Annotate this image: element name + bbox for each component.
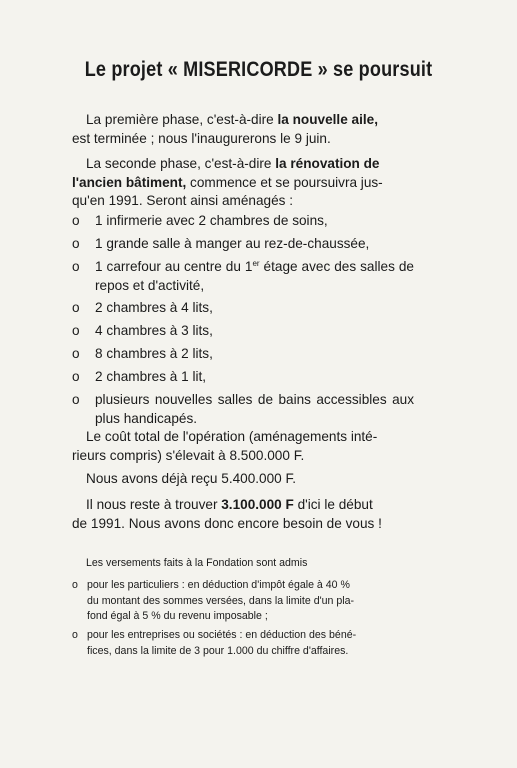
list-item-text — [95, 258, 414, 295]
bullet-mark: o — [72, 323, 80, 338]
list-item-text: 4 chambres à 3 lits, — [95, 323, 213, 338]
para1-bold: la nouvelle aile, — [277, 112, 378, 127]
note-intro — [72, 556, 414, 572]
note-item — [72, 628, 414, 660]
para5-bold-amount: 3.100.000 F — [221, 497, 294, 512]
bullet-mark: o — [72, 392, 80, 407]
bullet-mark: o — [72, 346, 80, 361]
note-line: du montant des sommes versées, dans la limite d'un pla- — [87, 594, 354, 607]
para2-text-d: qu'en 1991. Seront ainsi aménagés : — [72, 193, 294, 209]
para5-text-a: Il nous reste à trouver — [86, 497, 222, 512]
para5-text-d: de 1991. Nous avons donc encore besoin de vous ! — [72, 515, 382, 531]
note-line: fond égal à 5 % du revenu imposable ; — [87, 610, 268, 623]
note-intro-text: Les versements faits à la Fondation sont admis — [86, 557, 308, 569]
para2-bold-1: la rénovation de — [275, 156, 380, 171]
list-item-text-rest: étage avec des salles de repos et d'activité, — [95, 259, 414, 293]
para4-text: Nous avons déjà reçu 5.400.000 F. — [86, 471, 297, 486]
bullet-mark: o — [72, 300, 80, 315]
bullet-mark: o — [72, 259, 80, 274]
paragraph-second-phase — [72, 155, 414, 211]
list-item-text: 1 infirmerie avec 2 chambres de soins, — [95, 213, 328, 228]
list-item-text: plusieurs nouvelles salles de bains accessibles aux plus handicapés. — [95, 392, 414, 426]
para3-line-1: Le coût total de l'opération (aménagements inté- — [86, 429, 378, 444]
page-title: Le projet « MISERICORDE » se poursuit — [84, 58, 433, 81]
para2-text-c: commence et se poursuivra jus- — [186, 174, 383, 190]
list-item-text: 8 chambres à 2 lits, — [95, 346, 213, 361]
bullet-mark: o — [72, 369, 80, 384]
list-item-text: 1 grande salle à manger au rez-de-chaussée, — [95, 236, 370, 251]
para2-text-a: La seconde phase, c'est-à-dire — [86, 156, 276, 171]
paragraph-total-cost — [72, 428, 414, 465]
bullet-list — [72, 212, 414, 426]
para5-text-c: d'ici le début — [293, 497, 373, 512]
para1-text-a: La première phase, c'est-à-dire — [86, 112, 278, 127]
bullet-mark: o — [72, 213, 80, 228]
note-line: pour les particuliers : en déduction d'impôt égale à 40 % — [87, 579, 350, 591]
list-item-text-start: 1 carrefour au centre du 1 — [95, 259, 253, 274]
paragraph-received — [72, 470, 414, 489]
note-item — [72, 578, 414, 626]
list-item-text: 2 chambres à 1 lit, — [95, 369, 207, 384]
ordinal-superscript: er — [252, 259, 260, 268]
paragraph-remaining — [72, 496, 414, 533]
para2-bold-2: l'ancien bâtiment, — [72, 174, 187, 190]
paragraph-first-phase — [72, 111, 414, 148]
list-item-text: 2 chambres à 4 lits, — [95, 300, 213, 315]
bullet-mark: o — [72, 579, 78, 591]
bullet-mark: o — [72, 236, 80, 251]
note-line: pour les entreprises ou sociétés : en déduction des béné- — [87, 629, 357, 641]
para3-line-2: rieurs compris) s'élevait à 8.500.000 F. — [72, 447, 305, 463]
bullet-mark: o — [72, 629, 78, 641]
note-line: fices, dans la limite de 3 pour 1.000 du chiffre d'affaires. — [87, 644, 349, 657]
para1-text-c: est terminée ; nous l'inaugurerons le 9 juin. — [72, 130, 331, 146]
